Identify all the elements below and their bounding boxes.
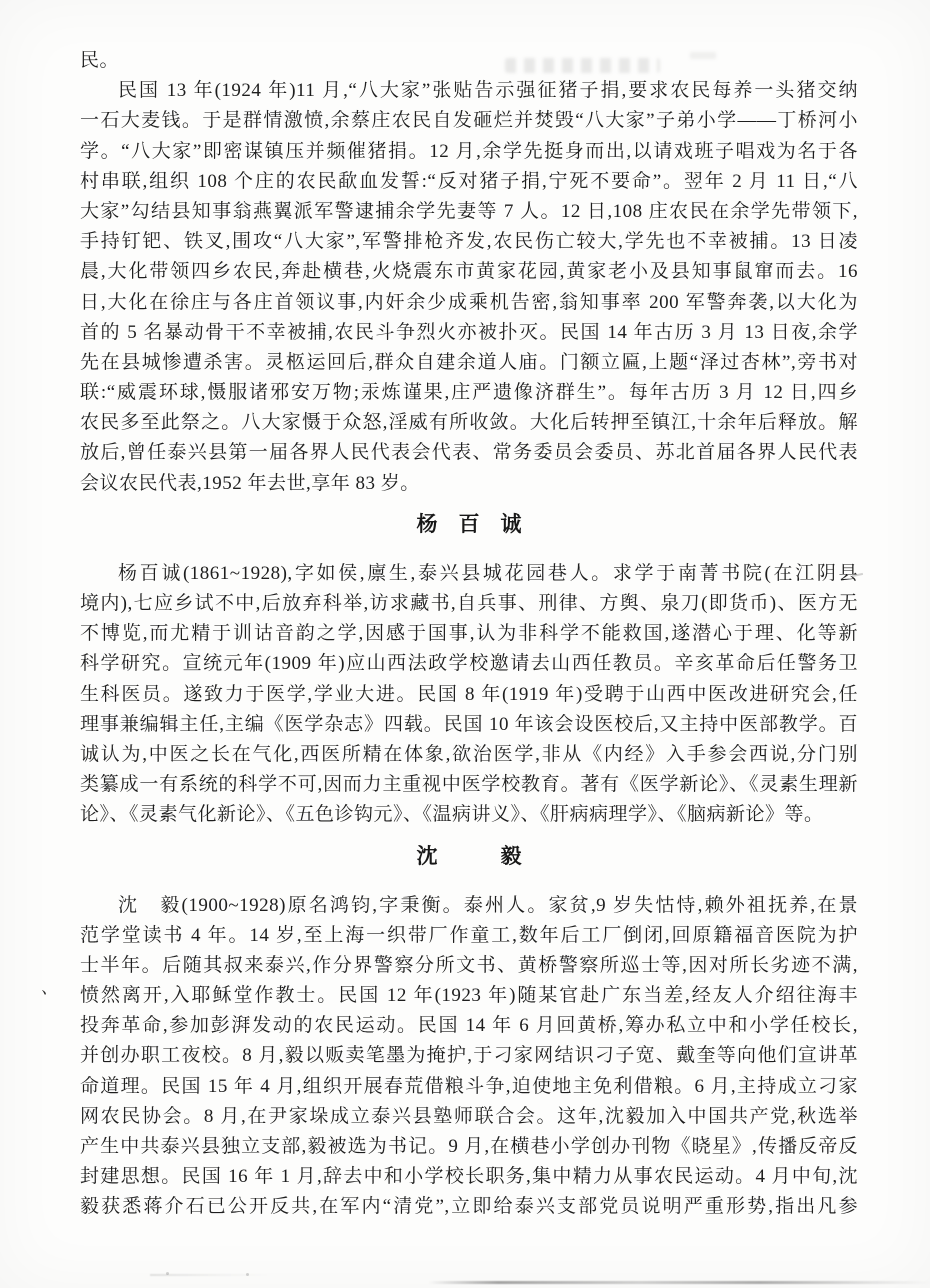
text-line: 首的 5 名暴动骨干不幸被捕,农民斗争烈火亦被扑灭。民国 14 年古历 3 月 13 日夜,余学 (80, 321, 858, 343)
text-line: 愤然离开,入耶稣堂作教士。民国 12 年(1923 年)随某官赴广东当差,经友人介绍往海丰 (80, 985, 858, 1007)
text-line: 民。 (80, 50, 120, 71)
text-line: 类纂成一有系统的科学不可,因而力主重视中医学校教育。著有《医学新论》、《灵素生理新 (80, 774, 858, 796)
paragraph-shen-yi-biography (80, 891, 858, 1223)
text-line: 村串联,组织 108 个庄的农民歃血发誓:“反对猪子捐,宁死不要命”。翌年 2 月 11 日,“八 (80, 170, 858, 192)
text-line: 会议农民代表,1952 年去世,享年 83 岁。 (80, 472, 420, 494)
text-line: 放后,曾任泰兴县第一届各界人民代表会代表、常务委员会委员、苏北首届各界人民代表 (80, 442, 858, 464)
text-line: 日,大化在徐庄与各庄首领议事,内奸余少成乘机告密,翁知事率 200 军警奔袭,以大化为 (80, 291, 858, 313)
text-line: 生科医员。遂致力于医学,学业大进。民国 8 年(1919 年)受聘于山西中医改进研究会,任 (80, 683, 858, 705)
scan-speck (246, 1273, 249, 1276)
scan-speck (166, 1272, 169, 1275)
text-line: 理事兼编辑主任,主编《医学杂志》四载。民国 10 年该会设医校后,又主持中医部教学。百 (80, 713, 858, 735)
text-line: 诚认为,中医之长在气化,西医所精在体象,欲治医学,非从《内经》入手参会西说,分门别 (80, 743, 858, 765)
text-line: 联:“威震环球,慑服诸邪安万物;汞炼谨果,庄严遗像济群生”。每年古历 3 月 12 日,四乡 (80, 382, 858, 404)
text-line: 一石大麦钱。于是群情激愤,余蔡庄农民自发砸烂并焚毁“八大家”子弟小学——丁桥河小 (80, 110, 858, 132)
text-line: 科学研究。宣统元年(1909 年)应山西法政学校邀请去山西任教员。辛亥革命后任警务卫 (80, 653, 858, 675)
text-line: 投奔革命,参加彭湃发动的农民运动。民国 14 年 6 月回黄桥,筹办私立中和小学任校长, (80, 1015, 858, 1037)
text-line: 手持钉钯、铁叉,围攻“八大家”,军警排枪齐发,农民伤亡较大,学先也不幸被捕。13 日凌 (80, 231, 858, 253)
biography-heading-shen-yi: 沈 毅 (416, 843, 522, 868)
text-line: 民国 13 年(1924 年)11 月,“八大家”张贴告示强征猪子捐,要求农民每养一头猪交纳 (118, 80, 858, 102)
text-line: 命道理。民国 15 年 4 月,组织开展春荒借粮斗争,迫使地主免利借粮。6 月,主持成立刁家 (80, 1075, 858, 1097)
text-line: 晨,大化带领四乡农民,奔赴横巷,火烧震东市黄家花园,黄家老小及县知事鼠窜而去。16 (80, 261, 858, 283)
text-line: 论》、《灵素气化新论》、《五色诊钩元》、《温病讲义》、《肝病病理学》、《脑病新论》等。 (80, 804, 824, 826)
text-line: 范学堂读书 4 年。14 岁,至上海一织带厂作童工,数年后工厂倒闭,回原籍福音医院为护 (80, 924, 858, 946)
margin-pen-mark: 、 (40, 977, 60, 1000)
text-line: 农民多至此祭之。八大家慑于众怒,淫威有所收敛。大化后转押至镇江,十余年后释放。解 (80, 412, 858, 434)
text-line: 沈 毅(1900~1928)原名鸿钧,字秉衡。泰州人。家贫,9 岁失怙恃,赖外祖抚养,在景 (118, 894, 858, 916)
text-line: 产生中共泰兴县独立支部,毅被选为书记。9 月,在横巷小学创办刊物《晓星》,传播反帝反 (80, 1136, 858, 1157)
text-line: 大家”勾结县知事翁燕翼派军警逮捕余学先妻等 7 人。12 日,108 庄农民在余学先带领下, (80, 200, 858, 222)
text-line: 封建思想。民国 16 年 1 月,辞去中和小学校长职务,集中精力从事农民运动。4 月中旬,沈 (80, 1166, 858, 1188)
text-line: 杨百诚(1861~1928),字如侯,廪生,泰兴县城花园巷人。求学于南菁书院(在江阴县 (118, 562, 858, 584)
text-line: 并创办职工夜校。8 月,毅以贩卖笔墨为掩护,于刁家网结识刁子宽、戴奎等向他们宣讲革 (80, 1045, 858, 1067)
page-text-block (80, 46, 858, 1223)
text-line: 学。“八大家”即密谋镇压并频催猪捐。12 月,余学先挺身而出,以请戏班子唱戏为名于各 (80, 140, 858, 162)
text-line: 士半年。后随其叔来泰兴,作分界警察分所文书、黄桥警察所巡士等,因对所长劣迹不满, (80, 954, 858, 976)
text-line: 境内),七应乡试不中,后放弃科举,访求藏书,自兵事、刑律、方舆、泉刀(即货币)、医方无 (80, 593, 858, 614)
text-line: 先在县城惨遭杀害。灵柩运回后,群众自建余道人庙。门额立匾,上题“泽过杏林”,旁书对 (80, 351, 858, 373)
paragraph-yu-dahua-pig-tax-revolt (80, 76, 858, 499)
biography-heading-yang-baicheng: 杨 百 诚 (416, 511, 522, 536)
paragraph-yang-baicheng-biography (80, 559, 858, 831)
text-line: 不博览,而尤精于训诂音韵之学,因感于国事,认为非科学不能救国,遂潜心于理、化等新 (80, 623, 858, 645)
text-line: 毅获悉蒋介石已公开反共,在军内“清党”,立即给泰兴支部党员说明严重形势,指出凡参 (80, 1196, 858, 1218)
text-line: 网农民协会。8 月,在尹家垛成立泰兴县塾师联合会。这年,沈毅加入中国共产党,秋选举 (80, 1105, 858, 1127)
scan-streak (428, 1281, 930, 1284)
